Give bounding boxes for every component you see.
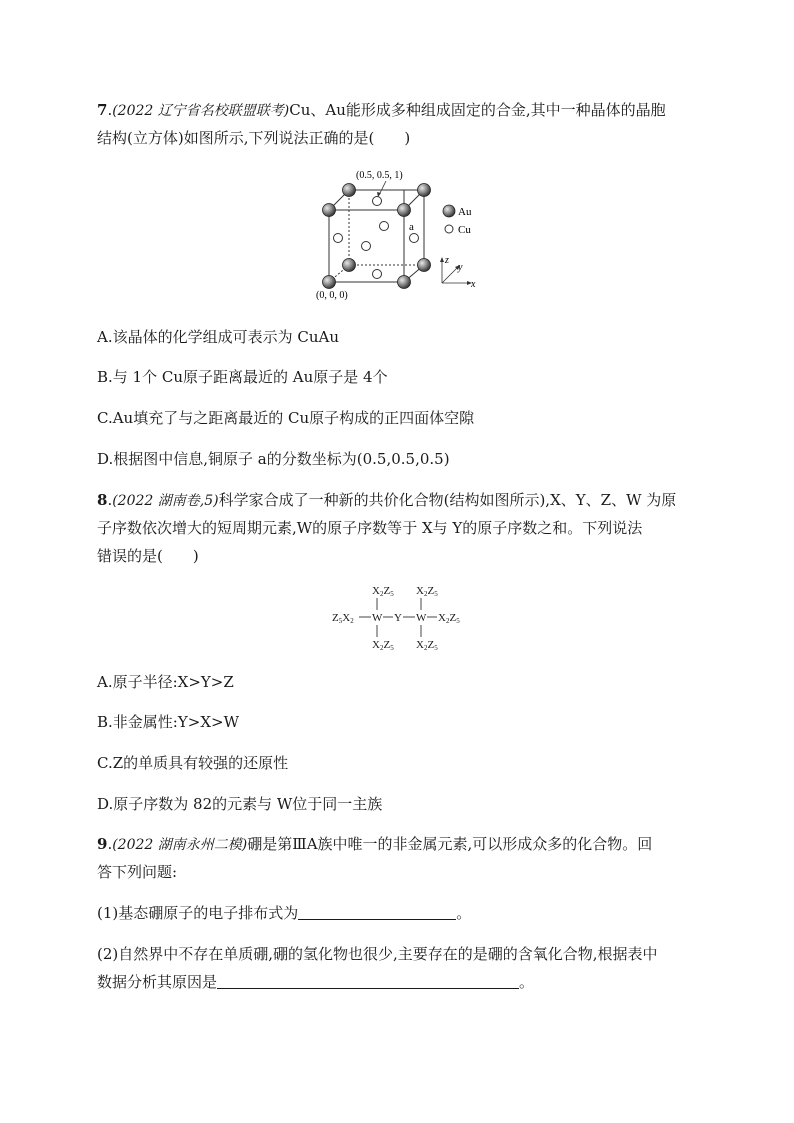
q9-source: (2022 湖南永州二模) [112,837,248,853]
svg-text:Z5X2: Z5X2 [332,612,354,625]
cu-atom-bottom [373,270,382,279]
axis-y-label: y [458,262,463,273]
axis-z-label: z [445,255,449,266]
axis-x-label: x [471,279,476,290]
q8-stem-line3: 错误的是( ) [97,547,199,565]
au-atom [323,204,336,217]
cu-atom-top [373,197,382,206]
au-atom [418,259,431,272]
cu-atom-back [380,222,389,231]
q9-sub2-text: 数据分析其原因是 [97,973,218,991]
q9-sub2-end: 。 [519,973,535,991]
q7-text-1: Cu、Au能形成多种组成固定的合金,其中一种晶体的晶胞 [289,101,666,119]
svg-text:W: W [372,612,383,624]
q8-stem-line2: 子序数依次增大的短周期元素,W的原子序数等于 X与 Y的原子序数之和。下列说法 [97,519,643,537]
legend-au-icon [443,205,455,217]
q7-option-c: C.Au填充了与之距离最近的 Cu原子构成的正四面体空隙 [97,409,475,427]
q9-sub2-answer-blank[interactable] [217,973,519,989]
q9-stem-line1: 9.(2022 湖南永州二模)硼是第ⅢA族中唯一的非金属元素,可以形成众多的化合物。回 [97,835,653,853]
svg-text:W: W [416,612,427,624]
atom-a-label: a [409,221,414,233]
au-atom [398,276,411,289]
q8-number: 8 [97,491,108,509]
q9-sub1-answer-blank[interactable] [298,904,456,920]
crystal-cell-figure [312,166,492,306]
legend-cu-icon [445,225,453,233]
q8-option-a: A.原子半径:X>Y>Z [97,673,234,691]
origin-label: (0, 0, 0) [316,290,348,301]
q7-stem-line1: 7.(2022 辽宁省名校联盟联考)Cu、Au能形成多种组成固定的合金,其中一种晶体的晶胞 [97,101,666,119]
svg-text:X2Z5: X2Z5 [372,585,394,598]
au-atom [323,276,336,289]
svg-text:X2Z5: X2Z5 [372,639,394,652]
cu-atom-a [410,234,419,243]
svg-text:X2Z5: X2Z5 [438,612,460,625]
cu-atom-left [334,234,343,243]
q9-sub1-text: (1)基态硼原子的电子排布式为 [97,904,299,922]
q8-option-c: C.Z的单质具有较强的还原性 [97,754,289,772]
q8-text-1: 科学家合成了一种新的共价化合物(结构如图所示),X、Y、Z、W 为原 [218,491,677,509]
q7-option-d: D.根据图中信息,铜原子 a的分数坐标为(0.5,0.5,0.5) [97,450,450,468]
structure-formula [330,582,470,652]
cu-atom-front [362,242,371,251]
q9-stem-line2: 答下列问题: [97,863,178,881]
svg-text:X2Z5: X2Z5 [416,585,438,598]
q7-source: (2022 辽宁省名校联盟联考) [112,103,290,119]
legend-au-label: Au [458,206,472,218]
q7-option-a: A.该晶体的化学组成可表示为 CuAu [97,328,340,346]
q8-stem-line1: 8.(2022 湖南卷,5)科学家合成了一种新的共价化合物(结构如图所示),X、Y、Z、W 为原 [97,491,677,509]
q7-number: 7 [97,101,108,119]
svg-text:X2Z5: X2Z5 [416,639,438,652]
q9-sub1 [97,903,471,923]
q8-option-b: B.非金属性:Y>X>W [97,713,239,731]
q9-sub2-line1: (2)自然界中不存在单质硼,硼的氢化物也很少,主要存在的是硼的含氧化合物,根据表中 [97,945,658,963]
q9-text-1: 硼是第ⅢA族中唯一的非金属元素,可以形成众多的化合物。回 [247,835,653,853]
q7-option-b: B.与 1个 Cu原子距离最近的 Au原子是 4个 [97,368,388,386]
q8-source: (2022 湖南卷,5) [112,493,219,509]
legend-cu-label: Cu [458,224,471,236]
au-atom [343,184,356,197]
q9-sub2-line2 [97,972,534,992]
svg-text:Y: Y [394,612,402,624]
au-atom [343,259,356,272]
q9-sub1-end: 。 [456,904,472,922]
au-atom [418,184,431,197]
top-coordinate-label: (0.5, 0.5, 1) [356,170,403,181]
q7-stem-line2: 结构(立方体)如图所示,下列说法正确的是( ) [97,129,411,147]
au-atom [398,204,411,217]
q9-number: 9 [97,835,108,853]
q8-option-d: D.原子序数为 82的元素与 W位于同一主族 [97,795,383,813]
